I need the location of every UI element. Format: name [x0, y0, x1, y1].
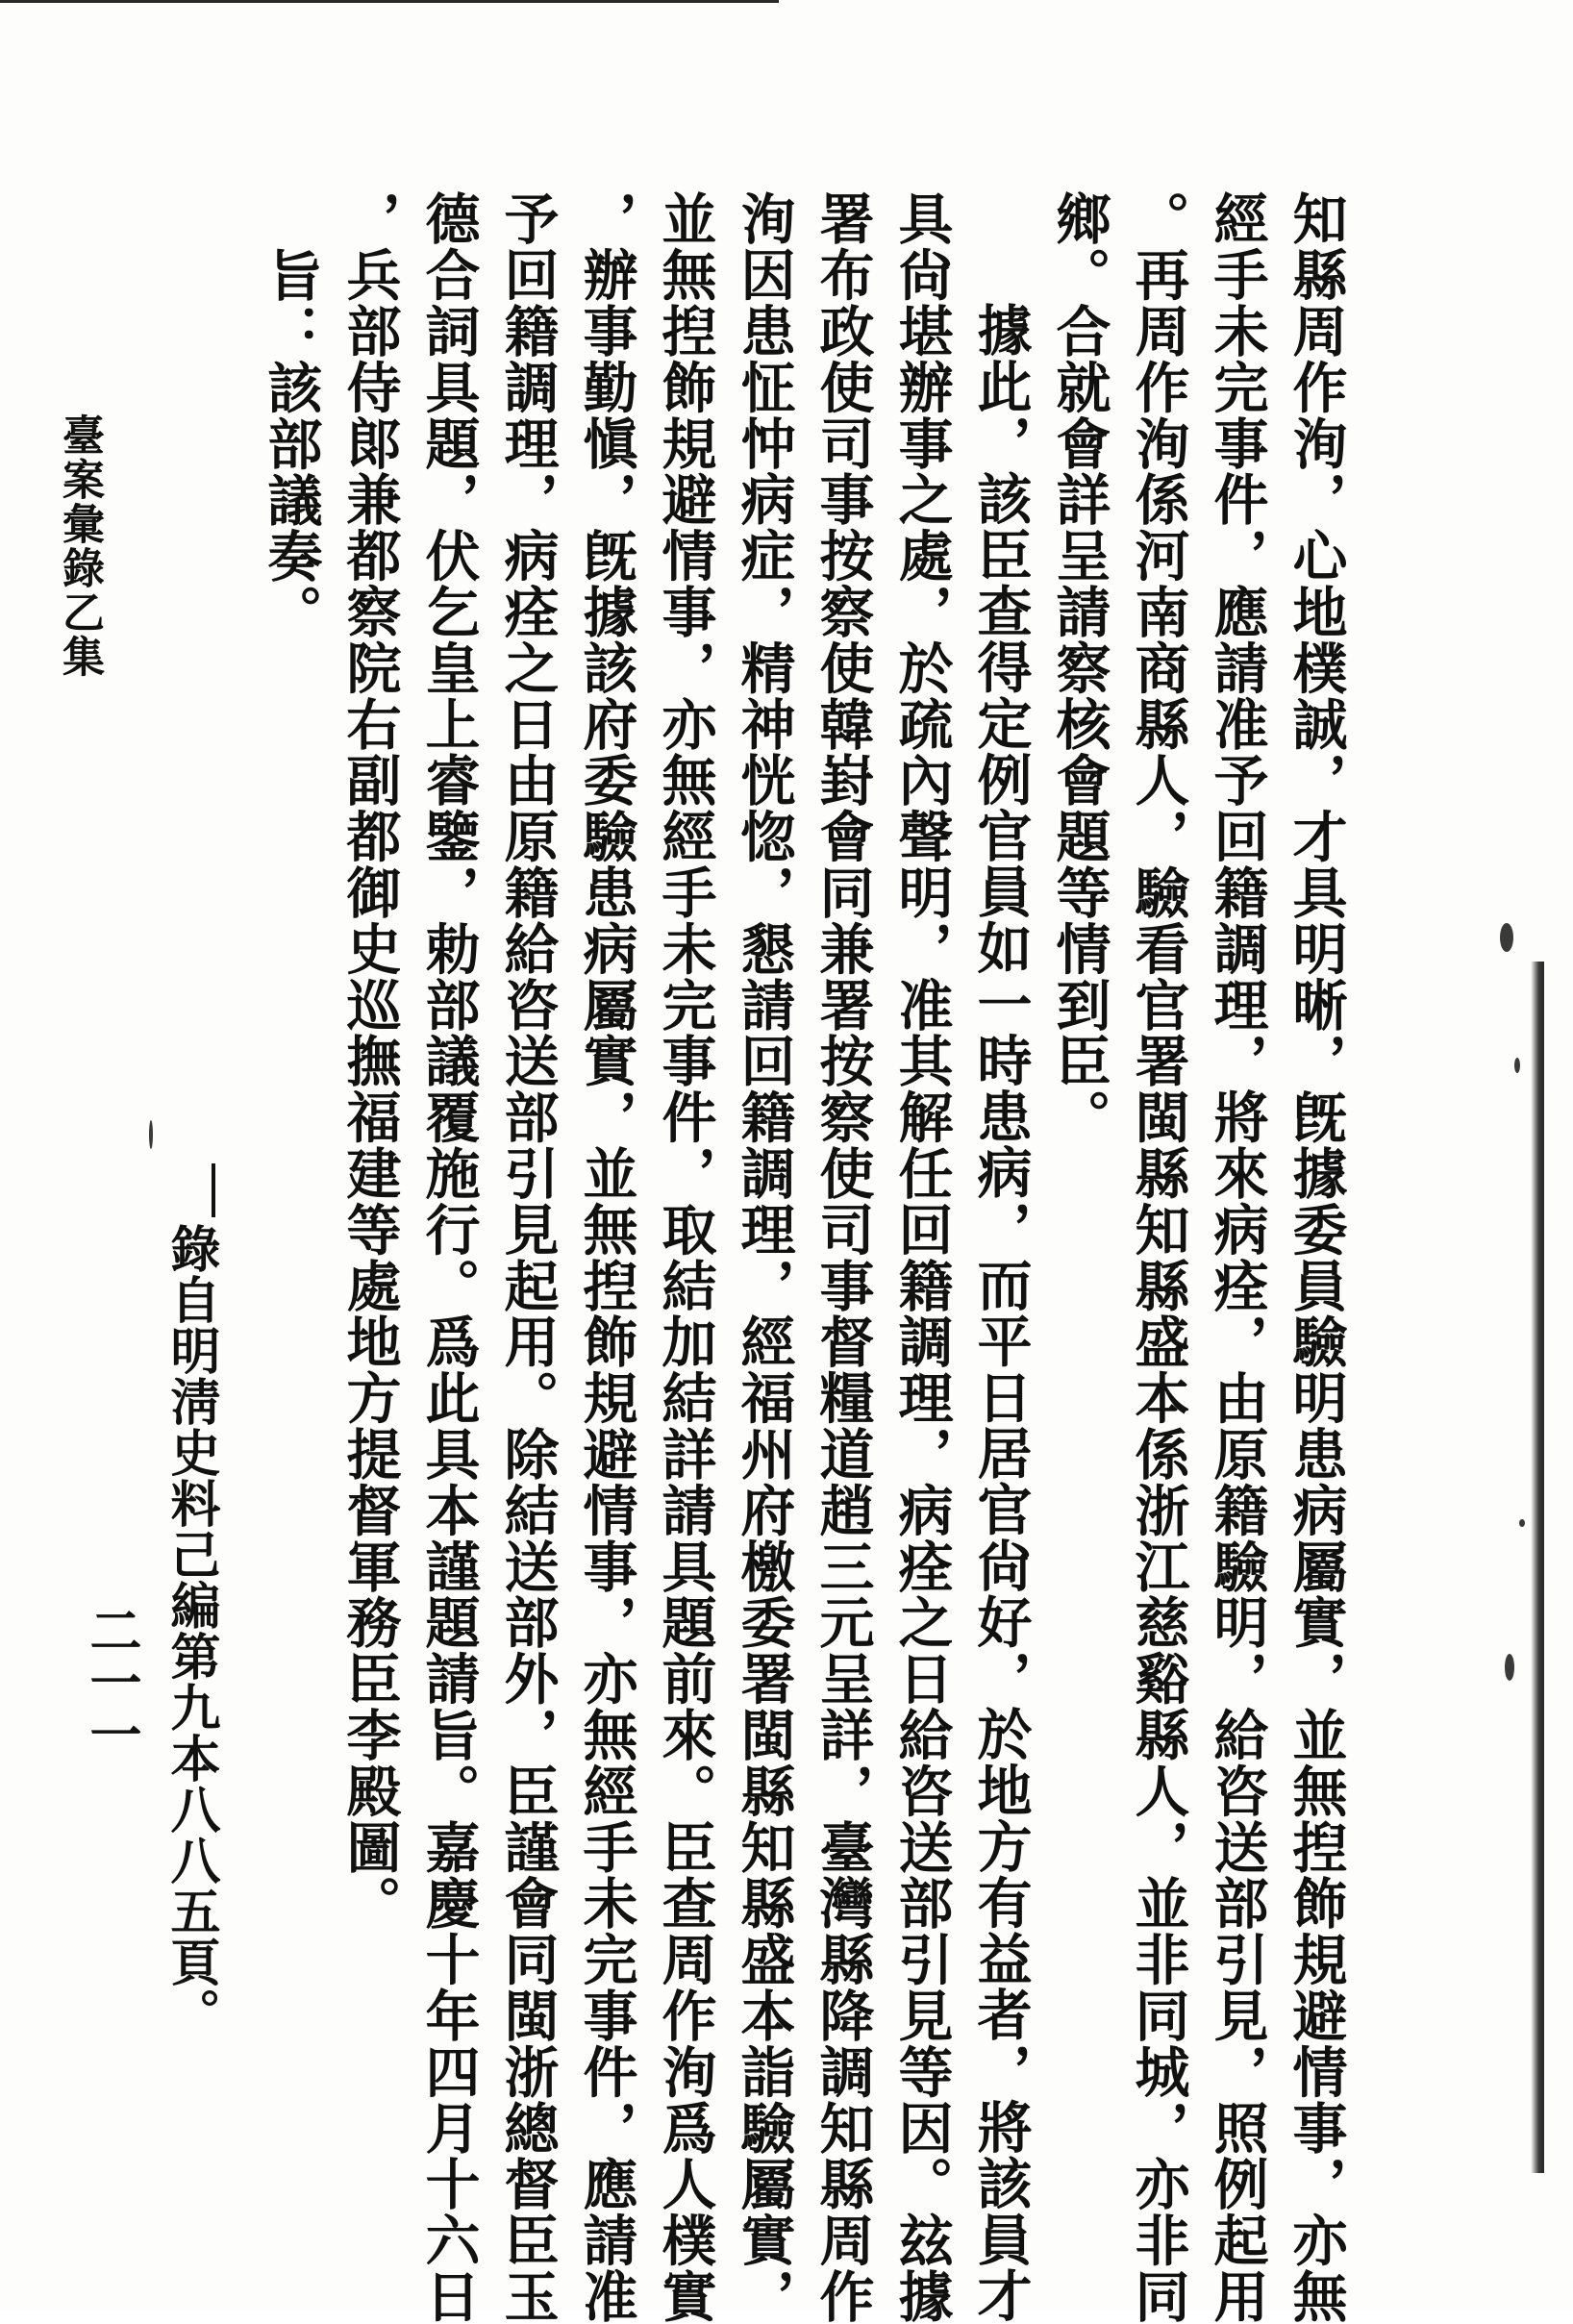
text-column: ，辦事勤愼，旣據該府委驗患病屬實，並無揑飾規避情事，亦無經手未完事件，應請准 — [574, 190, 638, 2324]
text-column: 洵因患怔忡病症，精神恍惚，懇請回籍調理，經福州府檄委署閩縣知縣盛本詣驗屬實， — [732, 190, 796, 2324]
text-column: 旨：該部議奏。 — [259, 247, 323, 640]
citation-text: 錄自明淸史料己編第九本八八五頁。 — [162, 1223, 220, 2038]
text-column: 德合詞具題，伏乞皇上睿鑒，勅部議覆施行。爲此具本謹題請旨。嘉慶十年四月十六日 — [416, 190, 481, 2324]
scan-speck — [1505, 1654, 1514, 1681]
page-number: 二一一 — [82, 1604, 143, 1760]
citation-dash — [212, 1163, 215, 1217]
scan-speck — [1519, 1519, 1525, 1527]
top-rule — [0, 0, 779, 3]
text-column: 並無揑飾規避情事，亦無經手未完事件，取結加結詳請具題前來。臣查周作洵爲人樸實 — [653, 190, 717, 2324]
text-column: 鄉。合就會詳呈請察核會題等情到臣。 — [1047, 190, 1111, 1145]
scan-speck — [1514, 1058, 1520, 1073]
scan-speck — [149, 1120, 153, 1149]
text-column: 署布政使司事按察使韓崶會同兼署按察使司事督糧道趙三元呈詳，臺灣縣降調知縣周作 — [811, 190, 875, 2324]
text-column: 。再周作洵係河南商縣人，驗看官署閩縣知縣盛本係浙江慈谿縣人，並非同城，亦非同 — [1126, 190, 1190, 2324]
text-column: 據此，該臣查得定例官員如一時患病，而平日居官尙好，於地方有益者，將該員才 — [968, 302, 1033, 2324]
scan-speck — [1500, 923, 1513, 952]
text-column: 經手未完事件，應請准予回籍調理，將來病痊，由原籍驗明，給咨送部引見，照例起用 — [1205, 190, 1269, 2324]
source-citation — [162, 1163, 220, 2038]
text-column: 予回籍調理，病痊之日由原籍給咨送部引見起用。除結送部外，臣謹會同閩浙總督臣玉 — [495, 190, 560, 2324]
text-column: 具尙堪辦事之處，於疏內聲明，准其解任回籍調理，病痊之日給咨送部引見等因。玆據 — [889, 190, 954, 2324]
text-column: ，兵部侍郞兼都察院右副都御史巡撫福建等處地方提督軍務臣李殿圖。 — [337, 190, 402, 1932]
scan-edge-shadow — [1531, 962, 1544, 2173]
running-head: 臺案彙錄乙集 — [55, 413, 104, 679]
text-column: 知縣周作洵，心地樸誠，才具明晰，旣據委員驗明患病屬實，並無揑飾規避情事，亦無 — [1284, 190, 1348, 2324]
